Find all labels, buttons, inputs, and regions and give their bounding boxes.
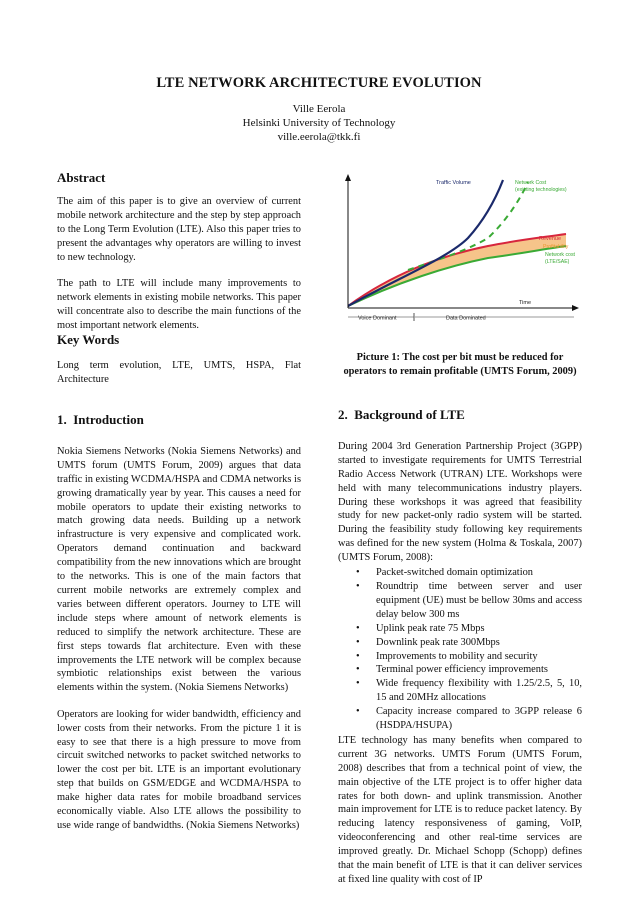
keywords-text: Long term evolution, LTE, UMTS, HSPA, Flat Architecture bbox=[57, 359, 301, 385]
background-heading: 2. Background of LTE bbox=[338, 407, 465, 422]
list-item: • Uplink peak rate 75 Mbps bbox=[376, 622, 582, 636]
traffic-volume-curve bbox=[348, 180, 503, 306]
list-item: • Improvements to mobility and security bbox=[376, 650, 582, 664]
introduction-section bbox=[57, 413, 301, 833]
background-paragraph-1: During 2004 3rd Generation Partnership Project (3GPP) started to investigate requirements for UMTS Terrestrial Radio Access Network (UTRAN) LTE. Workshops were held with many telecommunications industry players. During these workshops it was agreed that feasibility study for new packet-only radio system will be started. During the feasibility study following key requirements was defined for the new system (Holma & Toskala, 2007) (UMTS Forum, 2008): bbox=[338, 440, 582, 564]
figure-cost-per-bit bbox=[338, 174, 583, 326]
y-axis-arrow bbox=[345, 174, 351, 181]
list-item: • Capacity increase compared to 3GPP release 6 (HSDPA/HSUPA) bbox=[376, 705, 582, 733]
keywords-section bbox=[57, 333, 301, 387]
figure-svg bbox=[338, 174, 583, 326]
revenue-label: Revenue bbox=[539, 236, 562, 242]
network-cost-lte-label: Network cost bbox=[545, 252, 575, 258]
abstract-paragraph-2: The path to LTE will include many improvements to network elements in existing mobile networks. This paper will concentrate also to describe the main functions of the most important network elements. bbox=[57, 277, 301, 331]
introduction-paragraph-2: Operators are looking for wider bandwidth, efficiency and lower costs from their networks. From the picture 1 it is easy to see that there is a high pressure to move from circuit switched networks to packet switched networks to lower the cost per bit. LTE is an important evolutionary step that builds on GSM/EDGE and WCDMA/HSPA to make higher data rates for mobile broadband services economically viable. Also LTE allows the possibility to use wide range of bandwidths. (Nokia Siemens Networks) bbox=[57, 708, 301, 831]
voice-dominant-label: Voice Dominant bbox=[358, 315, 397, 322]
data-dominated-label: Data Dominated bbox=[446, 315, 486, 322]
profitability-label: Profitability bbox=[543, 244, 569, 250]
requirements-list bbox=[338, 566, 582, 733]
author-email: ville.eerola@tkk.fi bbox=[277, 131, 361, 143]
abstract-paragraph-1: The aim of this paper is to give an overview of current mobile network architecture and the step by step approach to the Long Term Evolution (LTE). Also this paper tries to present the advantages why operators are willing to invest to new technology. bbox=[57, 195, 301, 263]
profitability-area bbox=[348, 234, 566, 306]
list-item: • Wide frequency flexibility with 1.25/2.5, 5, 10, 15 and 20MHz allocations bbox=[376, 677, 582, 705]
list-item: • Terminal power efficiency improvements bbox=[376, 663, 582, 677]
network-cost-lte-sublabel: (LTE/SAE) bbox=[545, 259, 570, 265]
paper-title: LTE NETWORK ARCHITECTURE EVOLUTION bbox=[156, 75, 482, 91]
author-name: Ville Eerola bbox=[292, 103, 346, 115]
network-cost-existing-label: Network Cost bbox=[515, 180, 547, 186]
list-item: • Downlink peak rate 300Mbps bbox=[376, 636, 582, 650]
time-axis-label: Time bbox=[519, 300, 532, 306]
abstract-section bbox=[57, 171, 301, 333]
introduction-paragraph-1: Nokia Siemens Networks (Nokia Siemens Networks) and UMTS forum (UMTS Forum, 2009) argues that data traffic in existing WCDMA/HSPA and CDMA networks is growing dramatically year by year. This causes a need for mobile operators to update their existing networks to match growing data needs. Building up a network infrastructure is very expensive and complicated work. Operators demand continuation and backward compatibility from the new innovations which are brought to the networks. This is one of the main factors that current mobile networks are extremely complex and varies between different operators. Journey to LTE will include steps where amount of network elements is reduced to simplify the network architecture. These are first steps towards flat architecture. Even with these improvements the LTE network will be complex because symbiotic relationships exist between the various elements within the system. (Nokia Siemens Networks) bbox=[57, 445, 301, 694]
network-cost-existing-sublabel: (existing technologies) bbox=[515, 187, 567, 193]
x-axis-arrow bbox=[572, 305, 579, 311]
author-affiliation: Helsinki University of Technology bbox=[242, 117, 396, 129]
abstract-heading: Abstract bbox=[57, 170, 106, 185]
traffic-volume-label: Traffic Volume bbox=[436, 180, 471, 186]
background-paragraph-2: LTE technology has many benefits when compared to current 3G networks. UMTS Forum (UMTS Forum, 2008) describes that from a technical point of view, the main objective of the LTE project is to offer higher data rates for both down- and uplink transmission. Another main improvement for LTE is to reduce packet latency. By reducing latency responsiveness of gaming, VoIP, videoconferencing and other real-time services are improved greatly. Dr. Michael Schopp (Schopp) defines that the main benefit of LTE is that it can deliver services at fixed line quality with cost of IP bbox=[338, 734, 582, 885]
list-item: • Packet-switched domain optimization bbox=[376, 566, 582, 580]
figure-caption: Picture 1: The cost per bit must be reduced for operators to remain profitable (UMTS Forum, 2009) bbox=[343, 352, 577, 377]
background-section bbox=[338, 408, 582, 887]
keywords-heading: Key Words bbox=[57, 332, 120, 347]
list-item: • Roundtrip time between server and user equipment (UE) must be bellow 30ms and access delay below 300 ms bbox=[376, 580, 582, 622]
introduction-heading: 1. Introduction bbox=[57, 412, 144, 427]
